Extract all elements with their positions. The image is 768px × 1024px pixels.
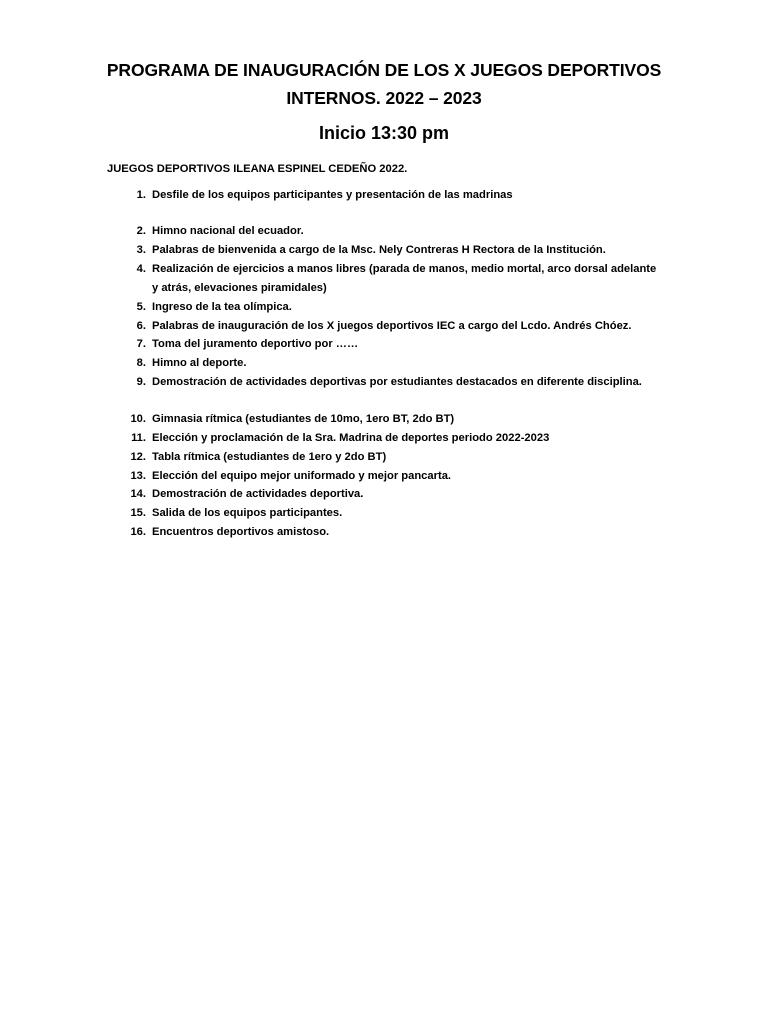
list-item-number: 4. bbox=[136, 263, 146, 275]
list-item-text: Ingreso de la tea olímpica. bbox=[152, 301, 292, 313]
list-item bbox=[124, 335, 664, 354]
list-item bbox=[124, 298, 664, 317]
list-item bbox=[124, 354, 664, 373]
list-item-text: Demostración de actividades deportiva. bbox=[152, 488, 364, 500]
list-item-text: Palabras de inauguración de los X juegos deportivos IEC a cargo del Lcdo. Andrés Chóez. bbox=[152, 320, 632, 332]
list-item-text: Toma del juramento deportivo por …… bbox=[152, 338, 359, 350]
list-item-text: Elección del equipo mejor uniformado y mejor pancarta. bbox=[152, 470, 452, 482]
list-item-number: 3. bbox=[136, 244, 146, 256]
list-item-number: 6. bbox=[136, 320, 146, 332]
list-item-text: Palabras de bienvenida a cargo de la Msc. Nely Contreras H Rectora de la Institución. bbox=[152, 244, 606, 256]
list-item-text: Encuentros deportivos amistoso. bbox=[152, 526, 330, 538]
list-item bbox=[124, 260, 664, 297]
list-item-text: Demostración de actividades deportivas por estudiantes destacados en diferente disciplina. bbox=[152, 376, 642, 388]
list-item bbox=[124, 467, 664, 486]
list-item bbox=[124, 186, 664, 205]
document-title: PROGRAMA DE INAUGURACIÓN DE LOS X JUEGOS DEPORTIVOS INTERNOS. 2022 – 2023 bbox=[106, 60, 662, 108]
list-item-number: 11. bbox=[131, 432, 146, 444]
document-subtitle: JUEGOS DEPORTIVOS ILEANA ESPINEL CEDEÑO 2022. bbox=[107, 163, 408, 175]
list-item-text: Himno al deporte. bbox=[152, 357, 247, 369]
list-item bbox=[124, 504, 664, 523]
list-item-text: Realización de ejercicios a manos libres (parada de manos, medio mortal, arco dorsal adelante y atrás, elevaciones piramidales) bbox=[152, 263, 657, 294]
list-item-number: 12. bbox=[130, 451, 146, 463]
list-item-text: Desfile de los equipos participantes y presentación de las madrinas bbox=[152, 189, 513, 201]
list-item bbox=[124, 485, 664, 504]
list-item-text: Himno nacional del ecuador. bbox=[152, 225, 304, 237]
list-item-text: Tabla rítmica (estudiantes de 1ero y 2do BT) bbox=[152, 451, 387, 463]
list-item-number: 10. bbox=[130, 413, 146, 425]
list-item-number: 2. bbox=[136, 225, 146, 237]
list-item-text: Salida de los equipos participantes. bbox=[152, 507, 343, 519]
list-item-text: Gimnasia rítmica (estudiantes de 10mo, 1ero BT, 2do BT) bbox=[152, 413, 455, 425]
list-item-number: 5. bbox=[136, 301, 146, 313]
list-item-number: 13. bbox=[130, 470, 146, 482]
list-item-number: 1. bbox=[136, 189, 146, 201]
list-item-number: 14. bbox=[130, 488, 146, 500]
list-item-number: 8. bbox=[136, 357, 146, 369]
list-item bbox=[124, 222, 664, 241]
list-item bbox=[124, 241, 664, 260]
list-item-number: 9. bbox=[136, 376, 146, 388]
list-item-number: 7. bbox=[136, 338, 146, 350]
list-item bbox=[124, 317, 664, 336]
list-item-number: 16. bbox=[130, 526, 146, 538]
list-item bbox=[124, 523, 664, 542]
list-item-text: Elección y proclamación de la Sra. Madrina de deportes periodo 2022-2023 bbox=[152, 432, 550, 444]
list-item bbox=[124, 448, 664, 467]
list-item bbox=[124, 373, 664, 392]
start-time: Inicio 13:30 pm bbox=[318, 123, 450, 143]
list-item bbox=[124, 410, 664, 429]
list-item bbox=[124, 429, 664, 448]
list-item-number: 15. bbox=[130, 507, 146, 519]
